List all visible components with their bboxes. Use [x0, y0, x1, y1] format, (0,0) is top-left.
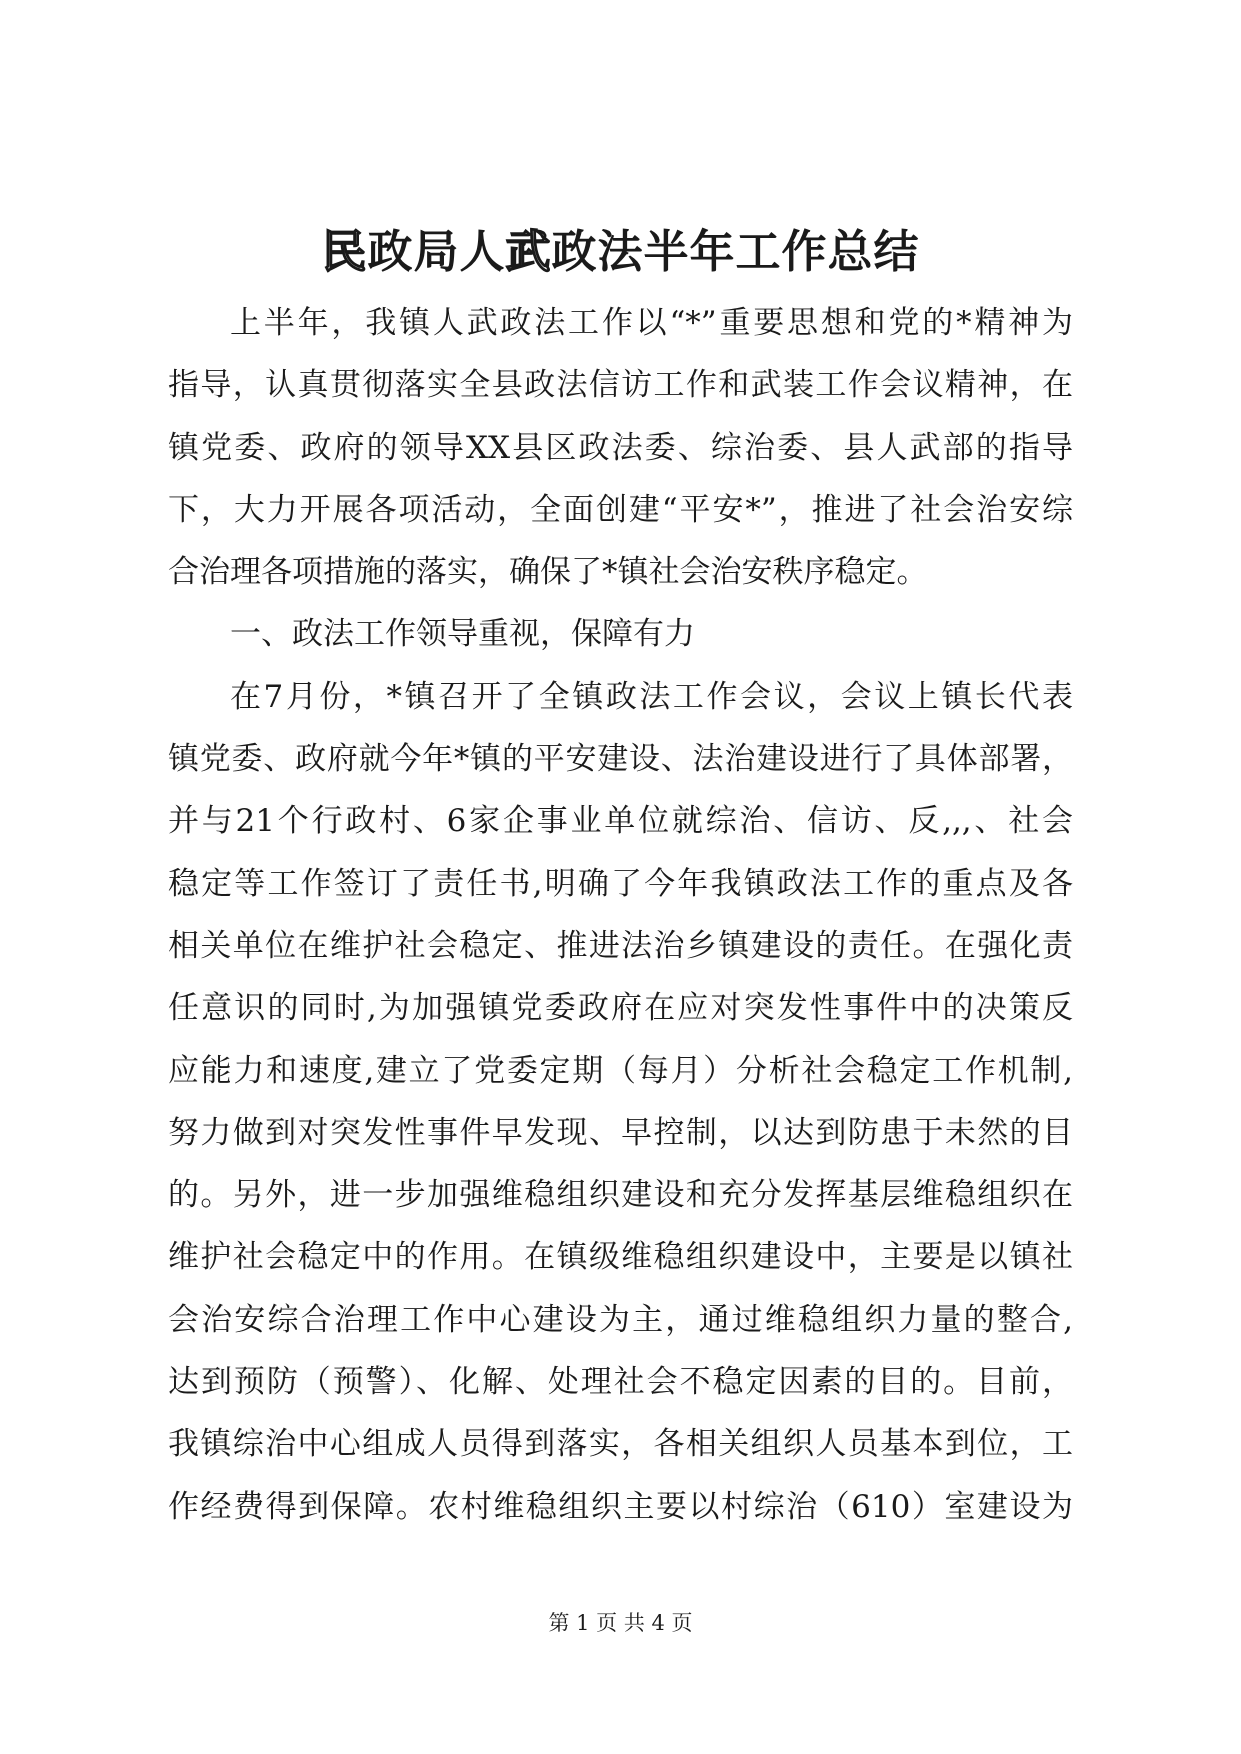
paragraph-line: 维护社会稳定中的作用。在镇级维稳组织建设中，主要是以镇社	[168, 1239, 1073, 1276]
paragraph-line: 上半年，我镇人武政法工作以“*”重要思想和党的*精神为	[230, 305, 1073, 341]
paragraph-line: 镇党委、政府就今年*镇的平安建设、法治建设进行了具体部署，	[168, 741, 1073, 778]
paragraph-line: 指导，认真贯彻落实全县政法信访工作和武装工作会议精神，在	[168, 367, 1073, 404]
paragraph-line: 达到预防（预警）、化解、处理社会不稳定因素的目的。目前，	[168, 1364, 1073, 1401]
paragraph-line: 会治安综合治理工作中心建设为主，通过维稳组织力量的整合,	[168, 1301, 1073, 1338]
title-segment: 政法半年工作总结	[551, 225, 920, 278]
paragraph-line: 并与21个行政村、6家企事业单位就综治、信访、反,,,、社会	[168, 803, 1073, 840]
paragraph-line: 作经费得到保障。农村维稳组织主要以村综治（610）室建设为	[168, 1488, 1073, 1525]
document-title	[0, 222, 1241, 282]
paragraph-line: 努力做到对突发性事件早发现、早控制，以达到防患于未然的目	[168, 1114, 1073, 1151]
paragraph-line: 任意识的同时,为加强镇党委政府在应对突发性事件中的决策反	[168, 990, 1073, 1027]
paragraph-line: 应能力和速度,建立了党委定期（每月）分析社会稳定工作机制,	[168, 1052, 1073, 1089]
title-segment: 政局人	[367, 225, 506, 278]
title-char-outlined: 武	[505, 225, 552, 278]
paragraph-line: 我镇综治中心组成人员得到落实，各相关组织人员基本到位，工	[168, 1426, 1073, 1463]
document-body	[168, 292, 1073, 1538]
paragraph-line: 的。另外，进一步加强维稳组织建设和充分发挥基层维稳组织在	[168, 1177, 1073, 1214]
section-heading: 一、政法工作领导重视，保障有力	[230, 616, 695, 653]
paragraph-line: 镇党委、政府的领导XX县区政法委、综治委、县人武部的指导	[168, 429, 1073, 466]
paragraph-line: 下，大力开展各项活动，全面创建“平安*”，推进了社会治安综	[168, 491, 1073, 528]
paragraph-line: 在7月份，*镇召开了全镇政法工作会议，会议上镇长代表	[230, 678, 1073, 715]
page-footer: 第 1 页 共 4 页	[548, 1611, 693, 1635]
paragraph-line: 稳定等工作签订了责任书,明确了今年我镇政法工作的重点及各	[168, 865, 1073, 902]
paragraph-line: 相关单位在维护社会稳定、推进法治乡镇建设的责任。在强化责	[168, 927, 1073, 964]
title-char-outlined: 民	[321, 225, 368, 278]
paragraph-line: 合治理各项措施的落实，确保了*镇社会治安秩序稳定。	[168, 554, 928, 591]
